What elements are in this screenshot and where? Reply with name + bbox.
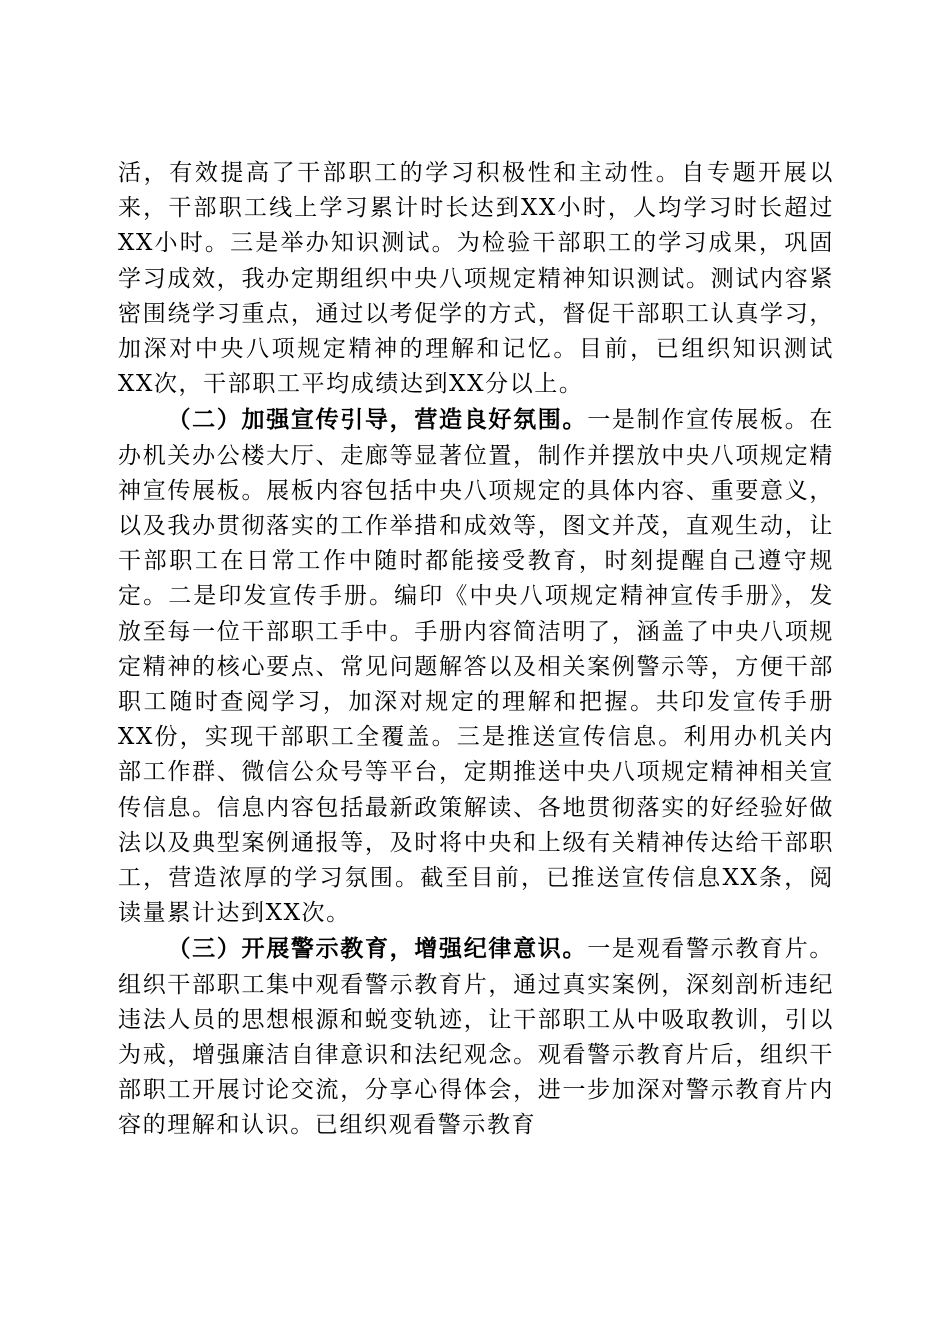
paragraph-continued bbox=[118, 156, 834, 402]
paragraph-section-2 bbox=[118, 402, 834, 931]
document-body bbox=[118, 156, 834, 1144]
paragraph-section-3 bbox=[118, 931, 834, 1143]
paragraph-text: 一是制作宣传展板。在办机关办公楼大厅、走廊等显著位置，制作并摆放中央八项规定精神宣传展板。展板内容包括中央八项规定的具体内容、重要意义，以及我办贯彻落实的工作举措和成效等，图文并茂，直观生动，让干部职工在日常工作中随时都能接受教育，时刻提醒自己遵守规定。二是印发宣传手册。编印《中央八项规定精神宣传手册》，发放至每一位干部职工手中。手册内容简洁明了，涵盖了中央八项规定精神的核心要点、常见问题解答以及相关案例警示等，方便干部职工随时查阅学习，加深对规定的理解和把握。共印发宣传手册XX份，实现干部职工全覆盖。三是推送宣传信息。利用办机关内部工作群、微信公众号等平台，定期推送中央八项规定精神相关宣传信息。信息内容包括最新政策解读、各地贯彻落实的好经验好做法以及典型案例通报等，及时将中央和上级有关精神传达给干部职工，营造浓厚的学习氛围。截至目前，已推送宣传信息XX条，阅读量累计达到XX次。 bbox=[118, 407, 835, 927]
paragraph-text: 一是观看警示教育片。组织干部职工集中观看警示教育片，通过真实案例，深刻剖析违纪违法人员的思想根源和蜕变轨迹，让干部职工从中吸取教训，引以为戒，增强廉洁自律意识和法纪观念。观看警示教育片后，组织干部职工开展讨论交流，分享心得体会，进一步加深对警示教育片内容的理解和认识。已组织观看警示教育 bbox=[118, 936, 835, 1139]
paragraph-text: 活，有效提高了干部职工的学习积极性和主动性。自专题开展以来，干部职工线上学习累计时长达到XX小时，人均学习时长超过XX小时。三是举办知识测试。为检验干部职工的学习成果，巩固学习成效，我办定期组织中央八项规定精神知识测试。测试内容紧密围绕学习重点，通过以考促学的方式，督促干部职工认真学习，加深对中央八项规定精神的理解和记忆。目前，已组织知识测试XX次，干部职工平均成绩达到XX分以上。 bbox=[118, 160, 834, 398]
section-heading: （三）开展警示教育，增强纪律意识。 bbox=[167, 935, 588, 963]
section-heading: （二）加强宣传引导，营造良好氛围。 bbox=[167, 406, 588, 434]
